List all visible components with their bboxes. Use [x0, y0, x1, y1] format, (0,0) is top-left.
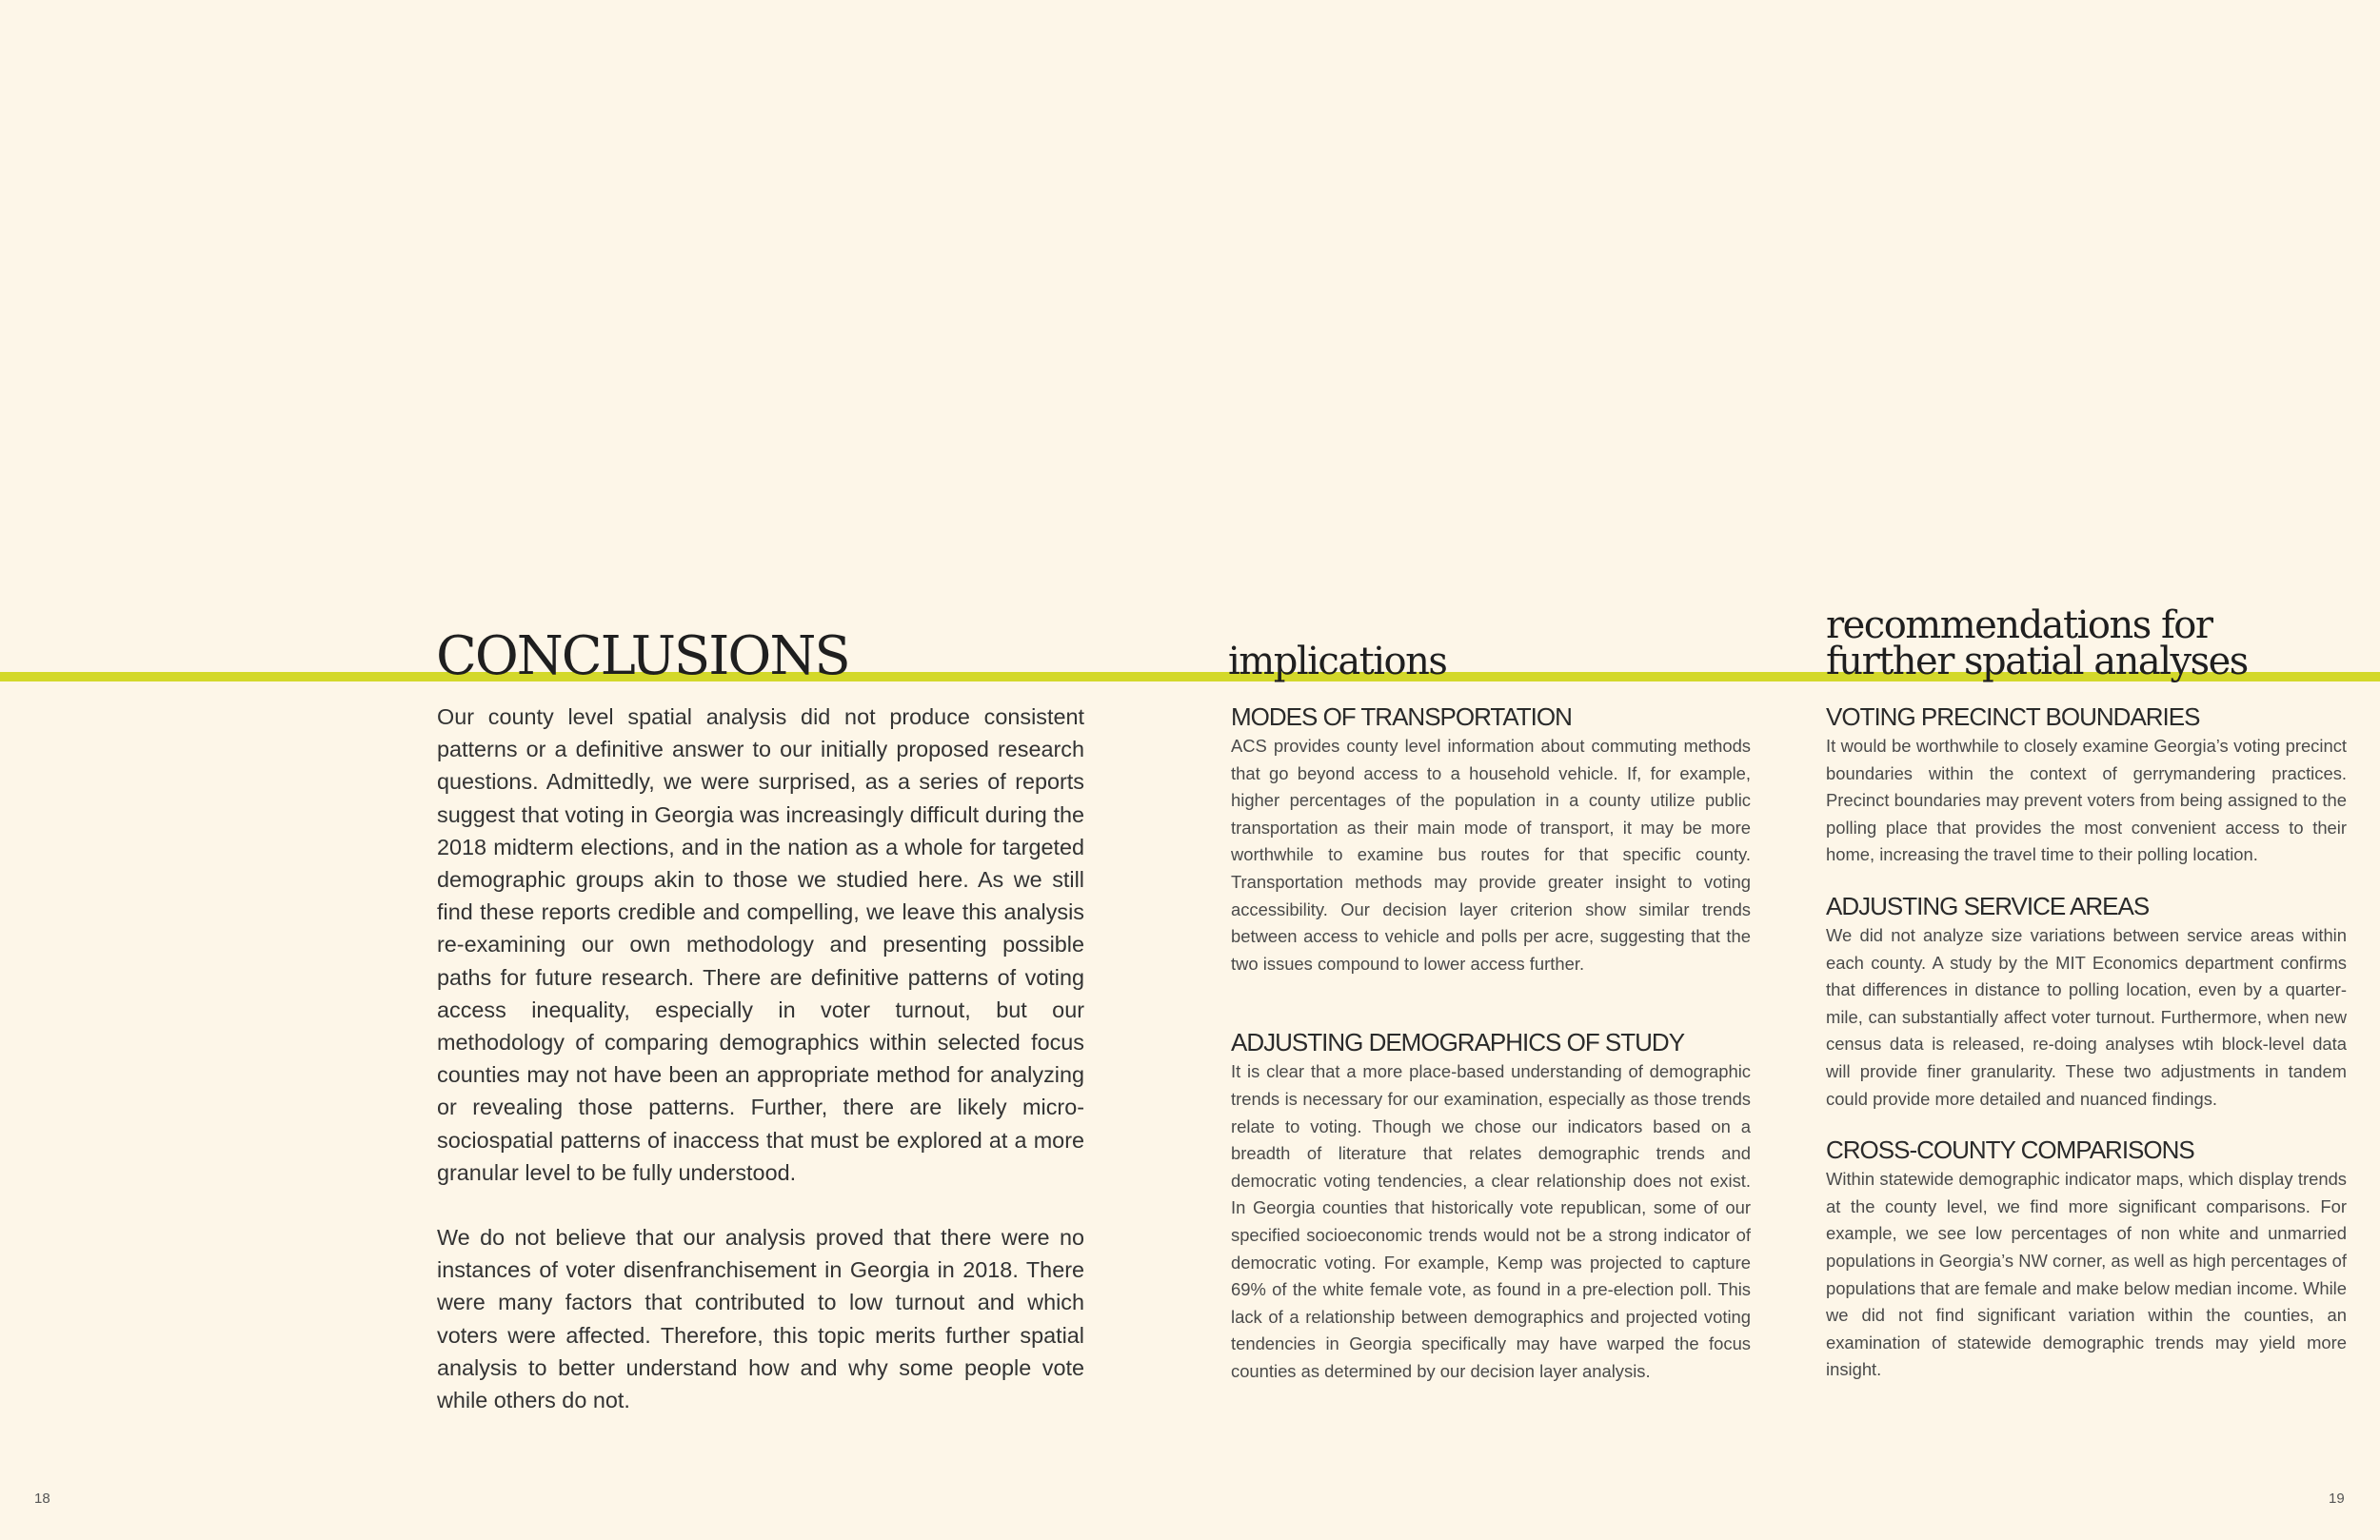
heading-modes-of-transportation: MODES OF TRANSPORTATION [1231, 702, 1572, 731]
body-adjusting-demographics: It is clear that a more place-based understanding of demographic trends is necessary for our examination, especially as those trends relate to voting. Though we chose our indicators based on a breadth of literature that relates demographic trends and democratic voting tendencies, a clear relationship does not exist. In Georgia counties that historically vote republican, some of our specified socioeconomic trends would not be a strong indicator of democratic voting. For example, Kemp was projected to capture 69% of the white female vote, as found in a pre-election poll. This lack of a relationship between demographics and projected voting tendencies in Georgia specifically may have warped the focus counties as determined by our decision layer analysis. [1231, 1061, 1751, 1381]
implications-column [1231, 702, 1751, 1385]
conclusions-paragraph: Our county level spatial analysis did not produce consistent patterns or a definitive answer to our initially proposed research questions. Admittedly, we were surprised, as a series of reports suggest that voting in Georgia was increasingly difficult during the 2018 midterm elections, and in the nation as a whole for targeted demographic groups akin to those we studied here. As we still find these reports credible and compelling, we leave this analysis re-examining our own methodology and presenting possible paths for future research. There are definitive patterns of voting access inequality, especially in voter turnout, but our methodology of comparing demographics within selected focus counties may not have been an appropriate method for analyzing or revealing those patterns. Further, there are likely micro-sociospatial patterns of inaccess that must be explored at a more granular level to be fully understood. [437, 704, 1084, 1185]
recommendations-title-line1: recommendations for [1826, 603, 2212, 647]
page-number-right: 19 [2329, 1491, 2345, 1507]
recommendations-column [1826, 702, 2347, 1384]
body-voting-precinct-boundaries: It would be worthwhile to closely examine Georgia’s voting precinct boundaries within the context of gerrymandering practices. Precinct boundaries may prevent voters from being assigned to the polling place that provides the most convenient access to their home, increasing the travel time to their polling location. [1826, 736, 2347, 865]
heading-adjusting-demographics: ADJUSTING DEMOGRAPHICS OF STUDY [1231, 1028, 1685, 1057]
heading-voting-precinct-boundaries: VOTING PRECINCT BOUNDARIES [1826, 702, 2200, 731]
section-title-implications: implications [1228, 640, 1447, 683]
conclusions-paragraph: We do not believe that our analysis proved that there were no instances of voter disenfranchisement in Georgia in 2018. There were many factors that contributed to low turnout and which voters were affected. Therefore, this topic merits further spatial analysis to better understand how and why some people vote while others do not. [437, 1225, 1084, 1413]
recommendations-title-line2: further spatial analyses [1826, 640, 2248, 683]
conclusions-body [437, 701, 1084, 1449]
page-title-conclusions: CONCLUSIONS [436, 625, 849, 687]
body-cross-county-comparisons: Within statewide demographic indicator maps, which display trends at the county level, we find more significant comparisons. For example, we see low percentages of non white and unmarried populations in Georgia’s NW corner, as well as high percentages of populations that are female and make below median income. While we did not find significant variation within the counties, an examination of statewide demographic trends may yield more insight. [1826, 1169, 2347, 1380]
heading-cross-county-comparisons: CROSS-COUNTY COMPARISONS [1826, 1135, 2194, 1165]
section-title-recommendations [1826, 603, 2359, 683]
heading-adjusting-service-areas: ADJUSTING SERVICE AREAS [1826, 891, 2150, 920]
body-modes-of-transportation: ACS provides county level information about commuting methods that go beyond access to a household vehicle. If, for example, higher percentages of the population in a county utilize public transportation as their main mode of transport, it may be more worthwhile to examine bus routes for that specific county. Transportation methods may provide greater insight to voting accessibility. Our decision layer criterion show similar trends between access to vehicle and polls per acre, suggesting that the two issues compound to lower access further. [1231, 736, 1751, 974]
body-adjusting-service-areas: We did not analyze size variations between service areas within each county. A study by the MIT Economics department confirms that differences in distance to polling location, even by a quarter-mile, can substantially affect voter turnout. Furthermore, when new census data is released, re-doing analyses wtih block-level data will provide finer granularity. These two adjustments in tandem could provide more detailed and nuanced findings. [1826, 924, 2347, 1109]
page-number-left: 18 [34, 1491, 50, 1507]
